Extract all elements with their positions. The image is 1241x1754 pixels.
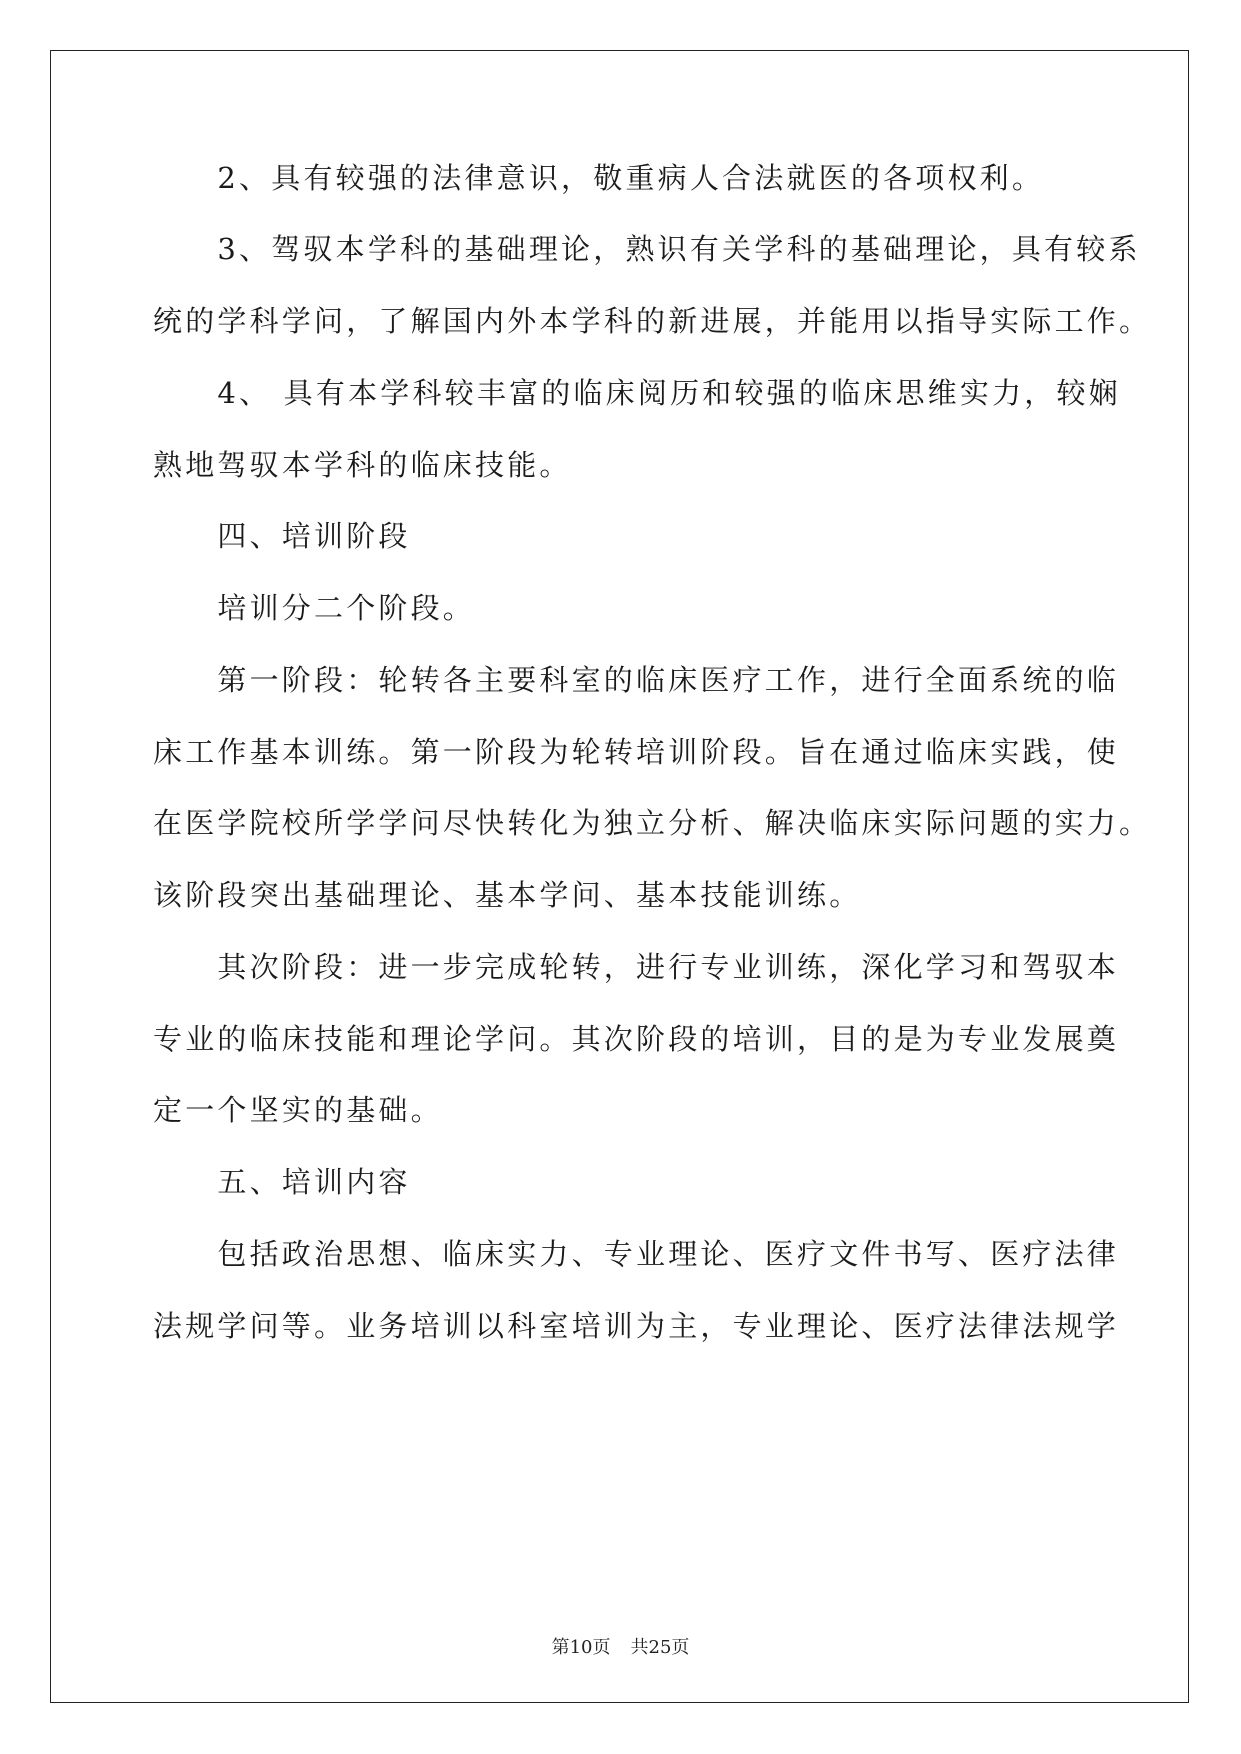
text-line: 培训分二个阶段。 (153, 591, 476, 625)
page-total: 共25页 (630, 1637, 690, 1658)
text-line: 统的学科学问，了解国内外本学科的新进展，并能用以指导实际工作。 (153, 304, 1152, 338)
text-line: 床工作基本训练。第一阶段为轮转培训阶段。旨在通过临床实践，使 (153, 735, 1120, 769)
text-line: 第一阶段：轮转各主要科室的临床医疗工作，进行全面系统的临 (153, 663, 1120, 697)
text-line: 专业的临床技能和理论学问。其次阶段的培训，目的是为专业发展奠 (153, 1022, 1120, 1056)
text-line: 熟地驾驭本学科的临床技能。 (153, 448, 572, 482)
text-line: 法规学问等。业务培训以科室培训为主，专业理论、医疗法律法规学 (153, 1309, 1120, 1343)
text-line: 其次阶段：进一步完成轮转，进行专业训练，深化学习和驾驭本 (153, 950, 1120, 984)
page-footer (0, 1636, 1241, 1660)
text-line: 2、具有较强的法律意识，敬重病人合法就医的各项权利。 (153, 161, 1045, 195)
text-line: 该阶段突出基础理论、基本学问、基本技能训练。 (153, 878, 862, 912)
text-line: 定一个坚实的基础。 (153, 1093, 443, 1127)
text-line: 4、 具有本学科较丰富的临床阅历和较强的临床思维实力，较娴 (153, 376, 1121, 410)
section-heading: 四、培训阶段 (153, 519, 411, 553)
text-line: 包括政治思想、临床实力、专业理论、医疗文件书写、医疗法律 (153, 1237, 1120, 1271)
page-number: 第10页 (551, 1637, 611, 1658)
text-line: 3、驾驭本学科的基础理论，熟识有关学科的基础理论，具有较系 (153, 232, 1141, 266)
text-line: 在医学院校所学学问尽快转化为独立分析、解决临床实际问题的实力。 (153, 806, 1152, 840)
section-heading: 五、培训内容 (153, 1165, 411, 1199)
